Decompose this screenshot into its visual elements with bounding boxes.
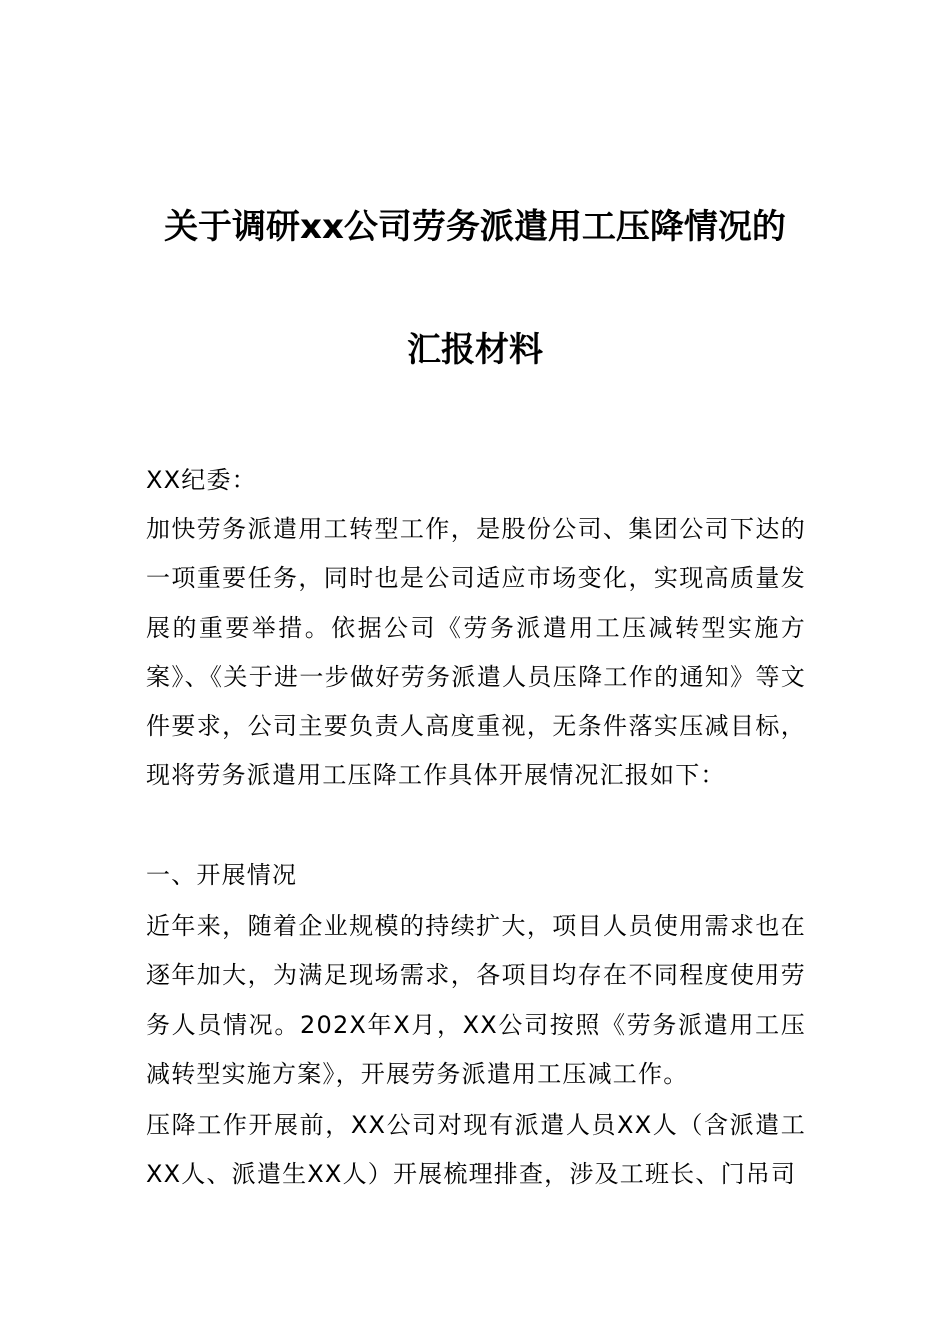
paragraph-investigation: 压降工作开展前，XX公司对现有派遣人员XX人（含派遣工XX人、派遣生XX人）开展梳理排查，涉及工班长、门吊司: [146, 1111, 806, 1189]
document-title-line-2: 汇报材料: [407, 330, 543, 370]
section-heading-1: 一、开展情况: [146, 861, 298, 889]
document-title-line-1: 关于调研xx公司劳务派遣用工压降情况的: [164, 207, 786, 247]
salutation: XX纪委：: [146, 466, 257, 494]
paragraph-background: 近年来，随着企业规模的持续扩大，项目人员使用需求也在逐年加大，为满足现场需求，各项目均存在不同程度使用劳务人员情况。202X年X月，XX公司按照《劳务派遣用工压减转型实施方案》，开展劳务派遣用工压减工作。: [146, 912, 806, 1088]
paragraph-intro: 加快劳务派遣用工转型工作，是股份公司、集团公司下达的一项重要任务，同时也是公司适应市场变化，实现高质量发展的重要举措。依据公司《劳务派遣用工压减转型实施方案》、《关于进一步做好劳务派遣人员压降工作的通知》等文件要求，公司主要负责人高度重视，无条件落实压减目标，现将劳务派遣用工压降工作具体开展情况汇报如下：: [146, 515, 806, 790]
